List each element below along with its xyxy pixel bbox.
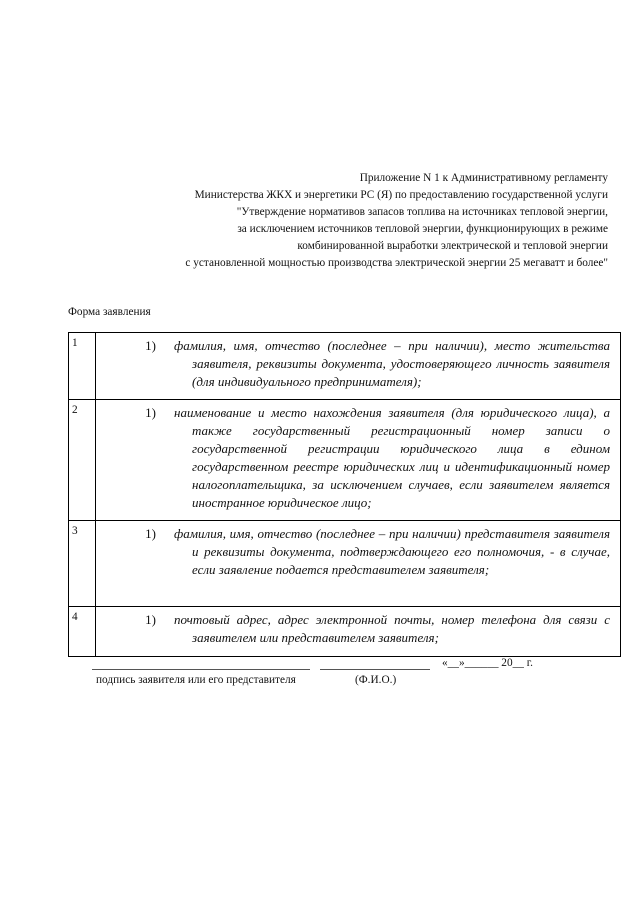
list-item — [96, 404, 610, 512]
row-content — [96, 521, 621, 607]
row-number: 1 — [69, 333, 96, 400]
header-line: за исключением источников тепловой энергии, функционирующих в режиме — [237, 223, 608, 235]
signature-caption: подпись заявителя или его представителя — [96, 674, 296, 686]
item-marker: 1) — [145, 612, 156, 627]
row-content — [96, 333, 621, 400]
item-marker: 1) — [145, 405, 156, 420]
item-text: фамилия, имя, отчество (последнее – при наличии), место жительства заявителя, реквизиты документа, удостоверяющего личность заявителя (для индивидуального предпринимателя); — [174, 338, 610, 389]
item-text: почтовый адрес, адрес электронной почты, номер телефона для связи с заявителем или представителем заявителя; — [174, 612, 610, 645]
row-number: 2 — [69, 400, 96, 521]
row-number: 4 — [69, 607, 96, 657]
item-marker: 1) — [145, 526, 156, 541]
row-number: 3 — [69, 521, 96, 607]
item-text: фамилия, имя, отчество (последнее – при наличии) представителя заявителя и реквизиты документа, подтверждающего его полномочия, - в случае, если заявление подается представителем заявителя; — [174, 526, 610, 577]
table-row — [69, 333, 621, 400]
list-item — [96, 611, 610, 647]
header-line: с установленной мощностью производства электрической энергии 25 мегаватт и более" — [185, 257, 608, 269]
item-marker: 1) — [145, 338, 156, 353]
form-title: Форма заявления — [68, 306, 151, 318]
name-line[interactable] — [320, 669, 430, 670]
signature-line[interactable] — [92, 669, 310, 670]
list-item — [96, 525, 610, 579]
header-line: Приложение N 1 к Административному регламенту — [359, 172, 608, 184]
header-line: Министерства ЖКХ и энергетики РС (Я) по предоставлению государственной услуги — [194, 189, 608, 201]
row-content — [96, 607, 621, 657]
item-text: наименование и место нахождения заявителя (для юридического лица), а также государственный регистрационный номер записи о государственной регистрации юридического лица в едином государственном реестре юридических лиц и идентификационный номер налогоплательщика, за исключением случаев, если заявителем является иностранное юридическое лицо; — [174, 405, 610, 510]
header-line: комбинированной выработки электрической и тепловой энергии — [297, 240, 608, 252]
date-field: «__»______ 20__ г. — [442, 657, 533, 669]
list-item — [96, 337, 610, 391]
appendix-header — [48, 170, 608, 272]
table-row — [69, 400, 621, 521]
table-row — [69, 521, 621, 607]
row-content — [96, 400, 621, 521]
name-caption: (Ф.И.О.) — [355, 674, 397, 686]
table-row — [69, 607, 621, 657]
application-form-table — [68, 332, 621, 657]
header-line: "Утверждение нормативов запасов топлива на источниках тепловой энергии, — [236, 206, 608, 218]
